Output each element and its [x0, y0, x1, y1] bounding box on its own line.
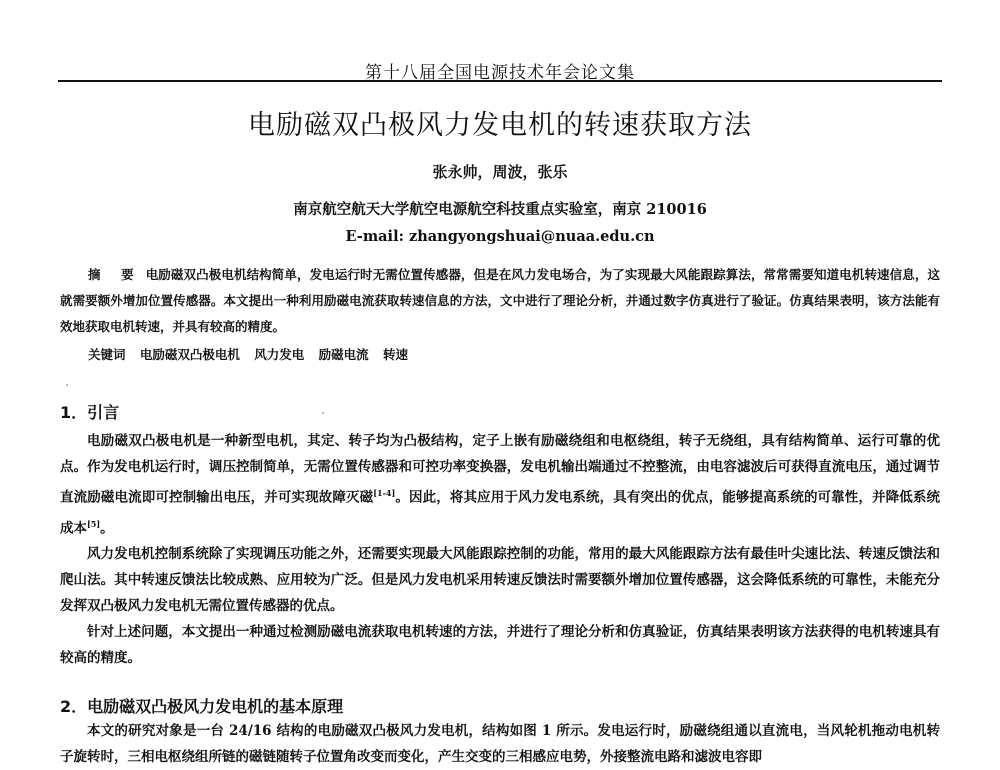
abstract-text: 电励磁双凸极电机结构简单，发电运行时无需位置传感器，但是在风力发电场合，为了实现最大风能跟踪算法，常常需要知道电机转速信息，这就需要额外增加位置传感器。本文提出一种利用励磁电流获取转速信息的方法，文中进行了理论分析，并通过数字仿真进行了验证。仿真结果表明，该方法能有效地获取电机转速，并具有较高的精度。 [60, 267, 940, 334]
keywords-label: 关键词 [88, 347, 126, 362]
running-header: 第十八届全国电源技术年会论文集 [365, 63, 635, 83]
paragraph: 风力发电机控制系统除了实现调压功能之外，还需要实现最大风能跟踪控制的功能，常用的最大风能跟踪方法有最佳叶尖速比法、转速反馈法和爬山法。其中转速反馈法比较成熟、应用较为广泛。但是风力发电机采用转速反馈法时需要额外增加位置传感器，这会降低系统的可靠性，未能充分发挥双凸极风力发电机无需位置传感器的优点。 [60, 546, 940, 614]
keywords [88, 345, 938, 363]
paragraph: 电励磁双凸极电机是一种新型电机，其定、转子均为凸极结构，定子上嵌有励磁绕组和电枢绕组，转子无绕组，具有结构简单、运行可靠的优点。作为发电机运行时，调压控制简单，无需位置传感器和可控功率变换器，发电机输出端通过不控整流，由电容滤波后可获得直流电压，通过调节直流励磁电流即可控制输出电压，并可实现故障灭磁[1-4]。因此，将其应用于风力发电系统，具有突出的优点，能够提高系统的可靠性，并降低系统成本[5]。 [60, 433, 941, 536]
affiliation: 南京航空航天大学航空电源航空科技重点实验室，南京 210016 [293, 201, 707, 218]
abstract [60, 262, 940, 340]
section-heading-2: 2．电励磁双凸极风力发电机的基本原理 [60, 697, 344, 716]
email[interactable]: E-mail: zhangyongshuai@nuaa.edu.cn [345, 228, 655, 245]
scan-speck [322, 412, 324, 414]
section-2-body [60, 718, 940, 770]
abstract-label: 摘 要 [88, 267, 142, 282]
header-rule [58, 80, 942, 82]
keyword: 转速 [383, 347, 409, 362]
scan-speck [66, 384, 68, 386]
keyword: 电励磁双凸极电机 [139, 347, 240, 362]
section-heading-1: 1．引言 [60, 403, 120, 422]
citation[interactable]: [5] [87, 518, 101, 529]
paper-title: 电励磁双凸极风力发电机的转速获取方法 [248, 110, 752, 141]
citation[interactable]: [1-4] [373, 488, 396, 498]
paragraph: 本文的研究对象是一台 24/16 结构的电励磁双凸极风力发电机，结构如图 1 所示。发电运行时，励磁绕组通以直流电，当风轮机拖动电机转子旋转时，三相电枢绕组所链的磁链随转子位置角改变而变化，产生交变的三相感应电势，外接整流电路和滤波电容即 [60, 723, 940, 765]
section-1-body [60, 428, 940, 671]
keyword: 励磁电流 [318, 347, 369, 362]
keyword: 风力发电 [254, 347, 305, 362]
authors: 张永帅，周波，张乐 [432, 163, 568, 181]
paragraph: 针对上述问题，本文提出一种通过检测励磁电流获取电机转速的方法，并进行了理论分析和仿真验证，仿真结果表明该方法获得的电机转速具有较高的精度。 [60, 624, 940, 666]
